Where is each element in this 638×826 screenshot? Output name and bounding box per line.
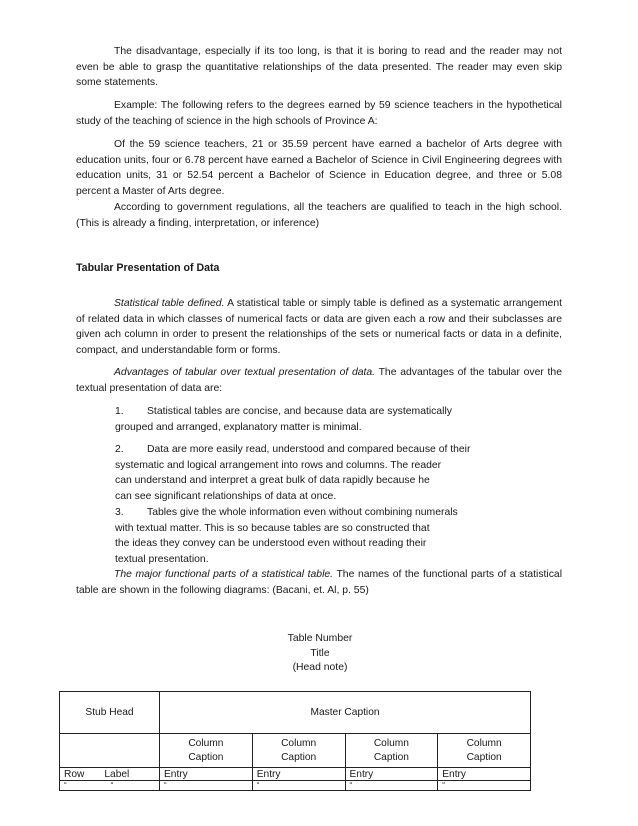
table-row (60, 692, 531, 734)
paragraph-functional-parts: The major functional parts of a statistical table. The names of the functional parts of a statistical table are shown in the following diagrams: (Bacani, et. Al, p. 55) (76, 569, 562, 596)
functional-parts-table (59, 691, 531, 791)
row-label-cell: Row Label (60, 768, 160, 781)
list-item: 2. Data are more easily read, understood and compared because of their systematic and logical arrangement into rows and columns. The reader can understand and interpret a great bulk of data rapidly because he can see significant relationships of data at once. (115, 444, 471, 502)
table-caption-block (200, 632, 440, 676)
advantages-term: Advantages of tabular over textual presentation of data. (114, 367, 376, 378)
paragraph-example: Example: The following refers to the degrees earned by 59 science teachers in the hypothetical study of the teaching of science in the high schools of Province A: (76, 100, 562, 127)
ditto-cell: “ (160, 781, 253, 791)
table-row (60, 768, 531, 781)
table-title: Title (310, 647, 330, 659)
ditto-cell: “ (252, 781, 345, 791)
definition-term: Statistical table defined. (114, 298, 225, 309)
table-headnote: (Head note) (292, 662, 348, 673)
list-item: 3. Tables give the whole information even without combining numerals with textual matter. This is so because tables are so constructed that the ideas they convey can be understood even without reading their textual presentation. (115, 507, 458, 565)
entry-cell: Entry (160, 768, 253, 781)
ditto-cell: “ “ (60, 781, 160, 791)
table-number: Table Number (287, 633, 353, 644)
column-caption-cell: Column Caption (252, 734, 345, 768)
paragraph-advantages: Advantages of tabular over textual presentation of data. The advantages of the tabular over the textual presentation of data are: (76, 367, 562, 394)
table-row (60, 781, 531, 791)
entry-cell: Entry (345, 768, 438, 781)
entry-cell: Entry (438, 768, 531, 781)
paragraph-findings: Of the 59 science teachers, 21 or 35.59 percent have earned a bachelor of Arts degree with education units, four or 6.78 percent have earned a Bachelor of Science in Civil Engineering degrees with education units, 31 or 52.54 percent a Bachelor of Science in Education degree, and three or 5.08 percent a Master of Arts degree. (76, 139, 562, 197)
column-caption-cell: Column Caption (160, 734, 253, 768)
column-caption-cell: Column Caption (438, 734, 531, 768)
paragraph-disadvantage: The disadvantage, especially if its too long, is that it is boring to read and the reader may not even be able to grasp the quantitative relationships of the data presented. The reader may even skip some statements. (76, 46, 562, 89)
list-item: 1. Statistical tables are concise, and because data are systematically grouped and arranged, explanatory matter is minimal. (115, 406, 452, 433)
stub-head-cell: Stub Head (60, 692, 160, 734)
ditto-cell: “ (345, 781, 438, 791)
column-caption-cell: Column Caption (345, 734, 438, 768)
table-row (60, 734, 531, 768)
section-heading: Tabular Presentation of Data (76, 262, 220, 274)
master-caption-cell: Master Caption (160, 692, 531, 734)
functional-parts-term: The major functional parts of a statistical table. (114, 569, 334, 580)
paragraph-regulations: According to government regulations, all the teachers are qualified to teach in the high school. (This is already a finding, interpretation, or inference) (76, 202, 562, 229)
paragraph-definition: Statistical table defined. A statistical table or simply table is defined as a systematic arrangement of related data in which classes of numerical facts or data are given each a row and their subclasses are given ach column in order to present the relationships of the sets or numerical facts or data in a definite, compact, and understandable form or forms. (76, 298, 562, 356)
empty-stub-cell (60, 734, 160, 768)
entry-cell: Entry (252, 768, 345, 781)
ditto-cell: “ (438, 781, 531, 791)
